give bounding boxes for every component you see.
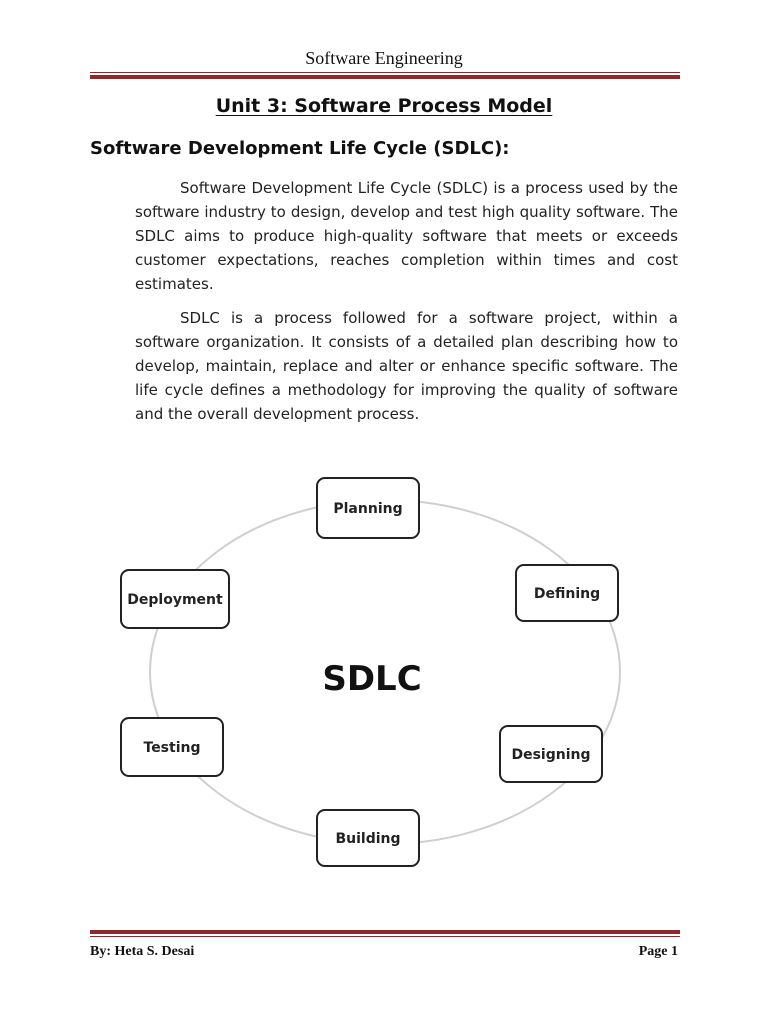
stage-building <box>317 810 419 866</box>
stage-label-planning: Planning <box>333 501 403 517</box>
unit-title: Unit 3: Software Process Model <box>215 95 553 117</box>
stage-label-designing: Designing <box>511 747 591 763</box>
stage-planning <box>317 478 419 538</box>
stage-defining <box>516 565 618 621</box>
footer-rule <box>90 928 680 937</box>
paragraph-1: Software Development Life Cycle (SDLC) is a process used by the software industry to design, develop and test high quality software. The SDLC aims to produce high-quality software that meets or exceeds customer expectations, reaches completion within times and cost estimates. <box>135 179 678 293</box>
stage-label-deployment: Deployment <box>127 592 223 608</box>
stage-label-testing: Testing <box>143 740 201 756</box>
diagram-center-label: SDLC <box>322 659 422 699</box>
stage-label-defining: Defining <box>533 586 601 602</box>
header-title: Software Engineering <box>305 48 463 68</box>
footer-author: By: Heta S. Desai <box>90 944 195 959</box>
stage-testing <box>121 718 223 776</box>
stage-designing <box>500 726 602 782</box>
paragraph-2: SDLC is a process followed for a software project, within a software organization. It consists of a detailed plan describing how to develop, maintain, replace and alter or enhance specific software. The life cycle defines a methodology for improving the quality of software and the overall development process. <box>135 309 678 423</box>
footer-page-number: Page 1 <box>638 944 678 959</box>
section-title: Software Development Life Cycle (SDLC): <box>90 138 510 159</box>
stage-label-building: Building <box>335 831 401 847</box>
stage-deployment <box>121 570 229 628</box>
